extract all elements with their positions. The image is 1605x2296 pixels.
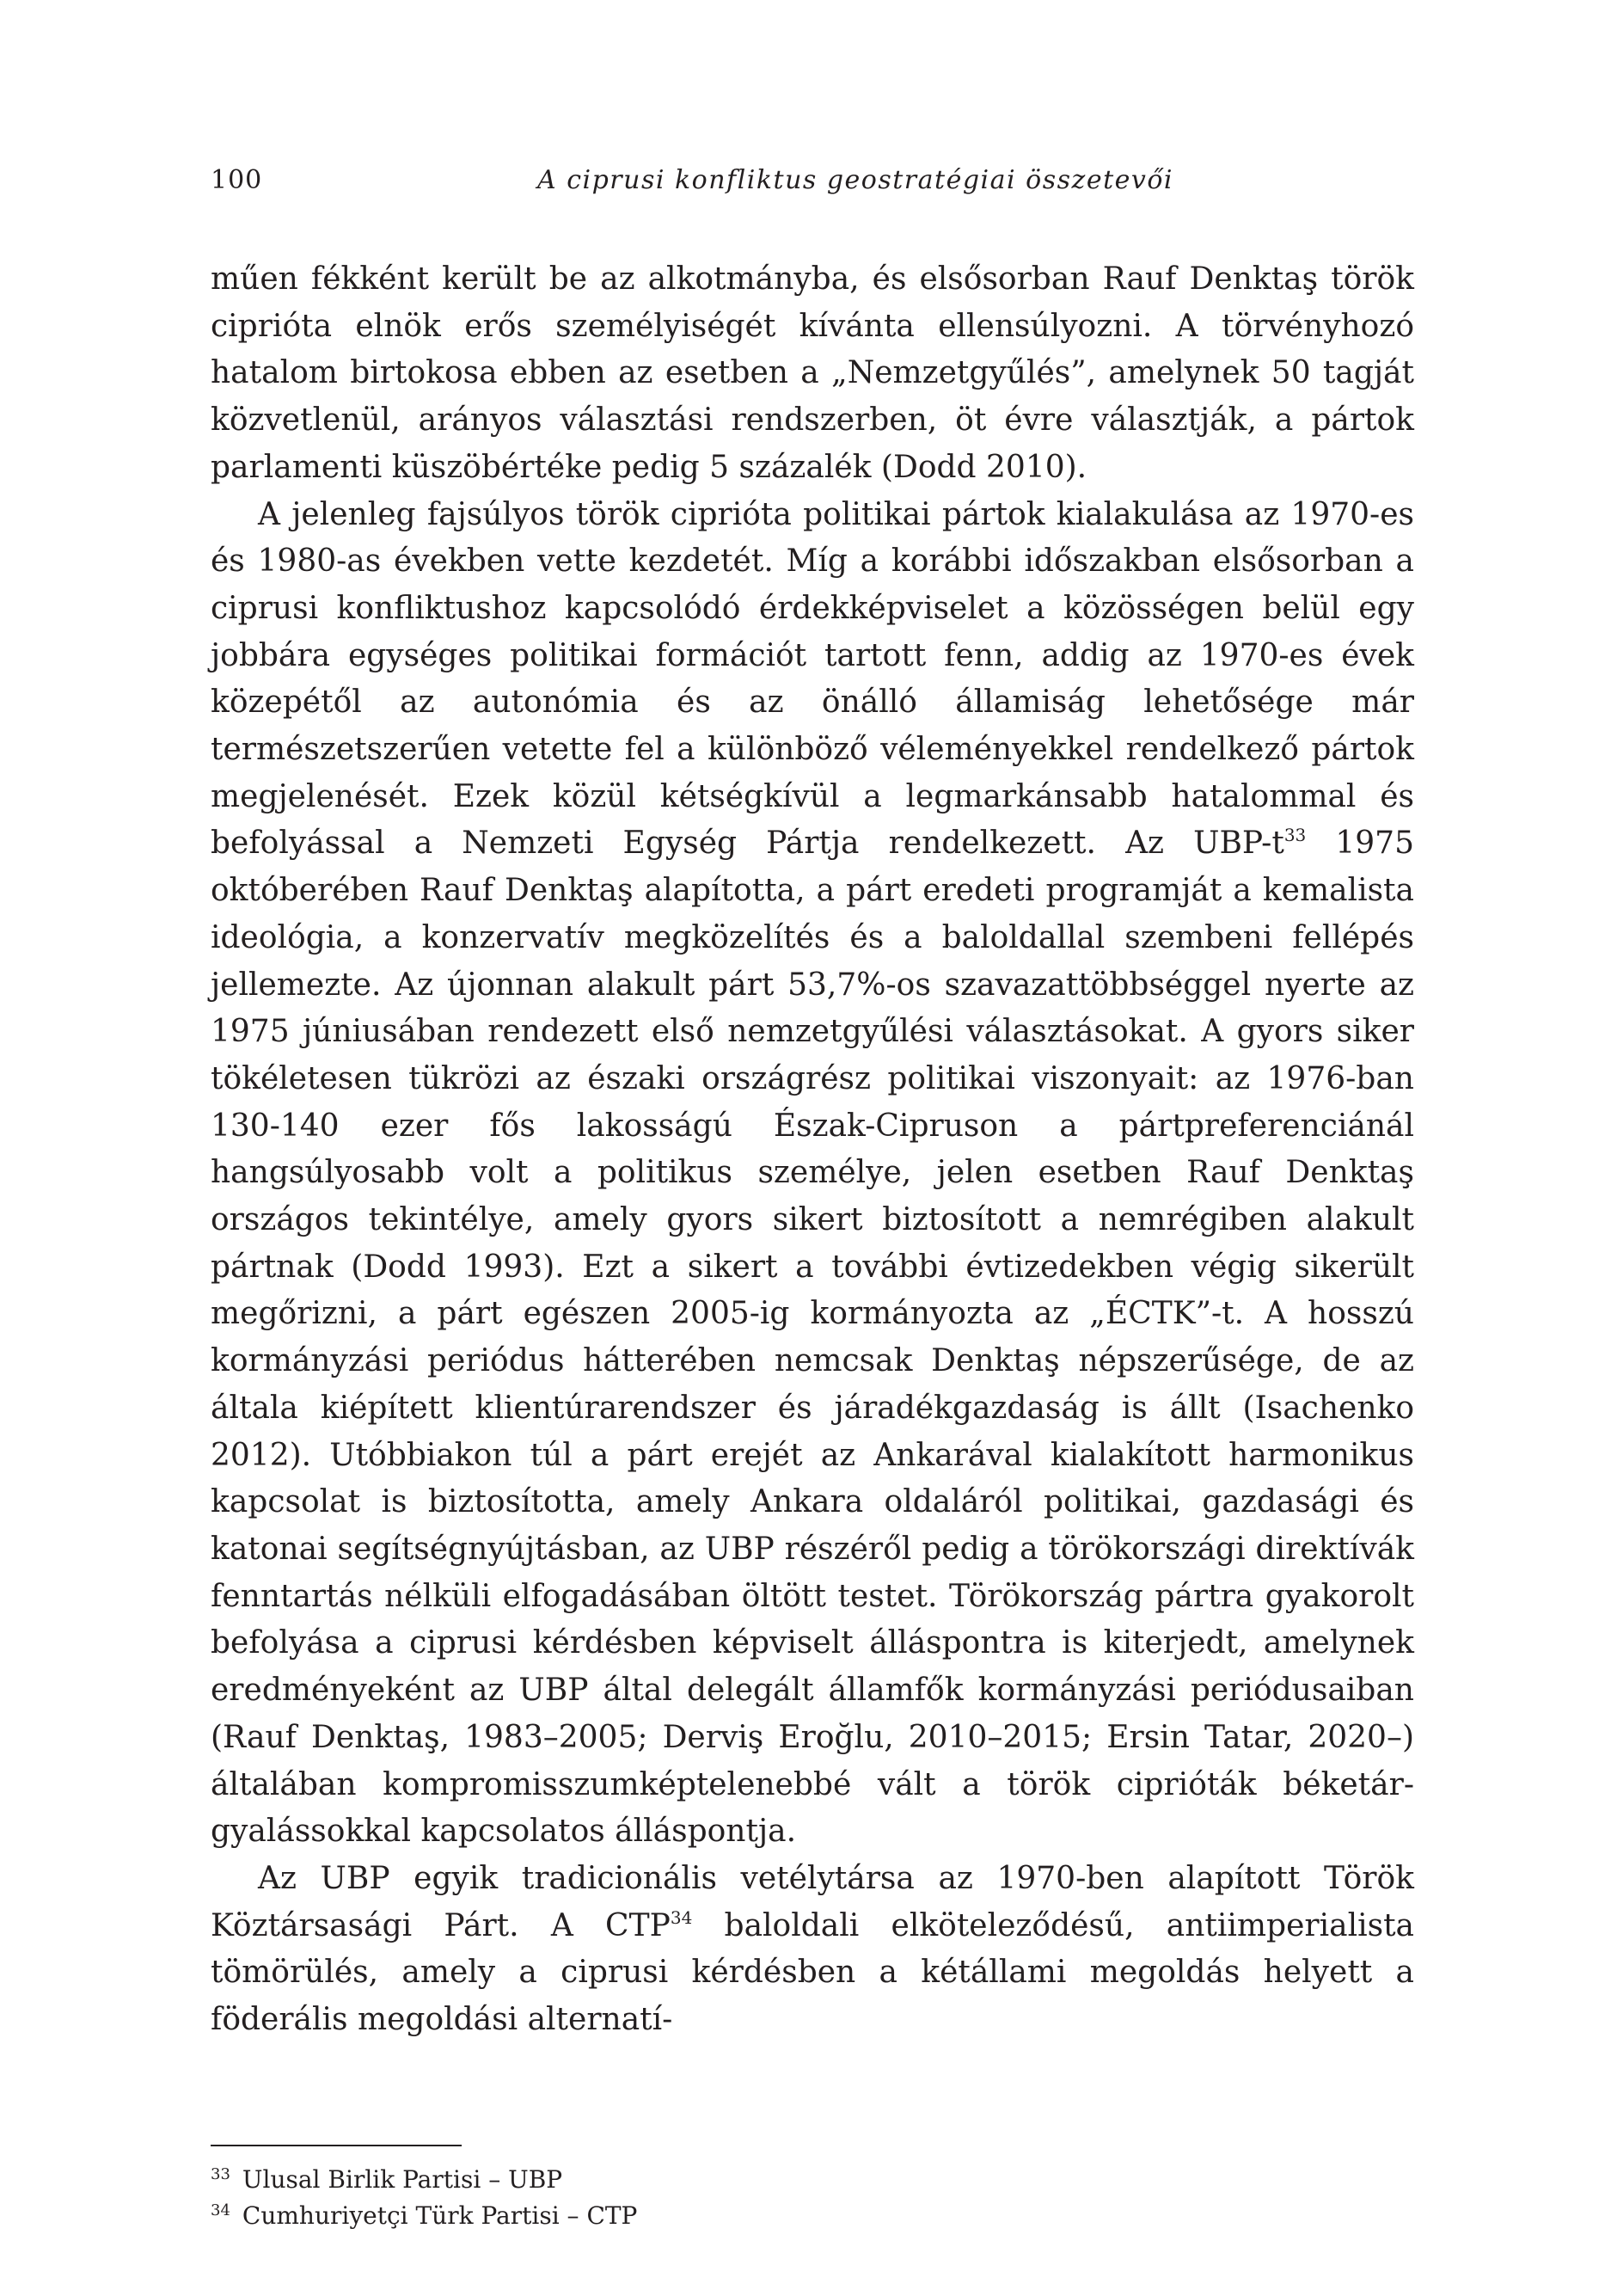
page-number: 100 [211,165,263,195]
footnote-number: 33 [211,2165,230,2183]
footnote-33 [211,2162,1414,2198]
footnote-ref-33: 33 [1283,825,1307,846]
paragraph-2-part-a: A jelenleg fajsúlyos török ciprióta politikai pártok kialakulása az 1970-es és 1980-as években vette kezdetét. Míg a korábbi időszakban elsősorban a ciprusi konfliktushoz kapcsolódó érdekképviselet a közösségen belül egy jobbára egységes politikai formációt tartott fenn, addig az 1970-es évek közepétől az autonómia és az önálló államiság lehetősége már természetszerűen vetette fel a különböző véleményekkel rendelkező pártok megjelenését. Ezek közül kétségkívül a legmarkánsabb hatalommal és befolyással a Nemzeti Egység Pártja rendelkezett. Az UBP-t [211,496,1414,862]
paragraph-2-part-b: 1975 októberében Rauf Denktaş alapította, a párt eredeti programját a kemalista ideológia, a konzervatív megközelítés és a baloldallal szembeni fellépés jellemezte. Az újonnan alakult párt 53,7%-os szavazattöbbséggel nyerte az 1975 júniusában rendezett első nemzetgyűlési választásokat. A gyors siker tökéletesen tükrözi az északi országrész politikai viszonyait: az 1976-ban 130-140 ezer fős lakosságú Észak-Cipruson a pártpreferenciánál hangsúlyosabb volt a politikus személye, jelen esetben Rauf Denktaş országos tekintélye, amely gyors sikert biztosított a nemrégiben alakult pártnak (Dodd 1993). Ezt a sikert a további évtizedekben végig sikerült megőrizni, a párt egészen 2005-ig kormányozta az „ÉCTK”-t. A hosszú kormányzási periódus hátterében nemcsak Denktaş népszerűsége, de az általa kiépített klientúrarendszer és járadékgazdaság is állt (Isachenko 2012). Utóbbiakon túl a párt erejét az Ankarával kialakított harmonikus kapcsolat is biztosította, amely Ankara oldaláról politikai, gazdasági és katonai segítségnyújtásban, az UBP részéről pedig a törökországi direktívák fenntartás nélküli elfogadásában öltött testet. Törökország pártra gyakorolt befolyása a ciprusi kérdésben képviselt álláspontra is kiterjedt, amelynek eredményeként az UBP által delegált államfők kormányzási periódusaiban (Rauf Denktaş, 1983–2005; Derviş Eroğlu, 2010–2015; Ersin Tatar, 2020–) általában kompromisszumképtelenebbé vált a török ciprióták béketárgyalássokkal kapcsolatos álláspontja. [211,826,1414,1850]
footnote-text: Ulusal Birlik Partisi – UBP [242,2165,563,2194]
footnote-text: Cumhuriyetçi Türk Partisi – CTP [242,2201,638,2230]
body-text [211,256,1414,2044]
running-head [211,163,1414,198]
footnote-34 [211,2198,1414,2234]
footnotes [211,2162,1414,2234]
footnote-ref-34: 34 [670,1906,693,1928]
paragraph-1: műen fékként került be az alkotmányba, és elsősorban Rauf Denktaş török ciprióta elnök erős személyiségét kívánta ellensúlyozni. A törvényhozó hatalom birtokosa ebben az esetben a „Nemzetgyűlés”, amelynek 50 tagját közvetlenül, arányos választási rendszerben, öt évre választják, a pártok parlamenti küszöbértéke pedig 5 százalék (Dodd 2010). [211,261,1414,485]
paragraph-3-part-a: Az UBP egyik tradicionális vetélytársa az 1970-ben alapított Török Köztársasági Párt. A CTP [211,1860,1414,1943]
footnote-divider [211,2145,462,2146]
paragraph-3 [211,1856,1414,2044]
running-title: A ciprusi konfliktus geostratégiai összetevői [537,165,1173,195]
paragraph-2 [211,492,1414,1856]
paragraph-3-part-b: baloldali elköteleződésű, antiimperialista tömörülés, amely a ciprusi kérdésben a kétállami megoldás helyett a föderális megoldási alternatí- [211,1907,1415,2038]
footnote-number: 34 [211,2201,230,2219]
